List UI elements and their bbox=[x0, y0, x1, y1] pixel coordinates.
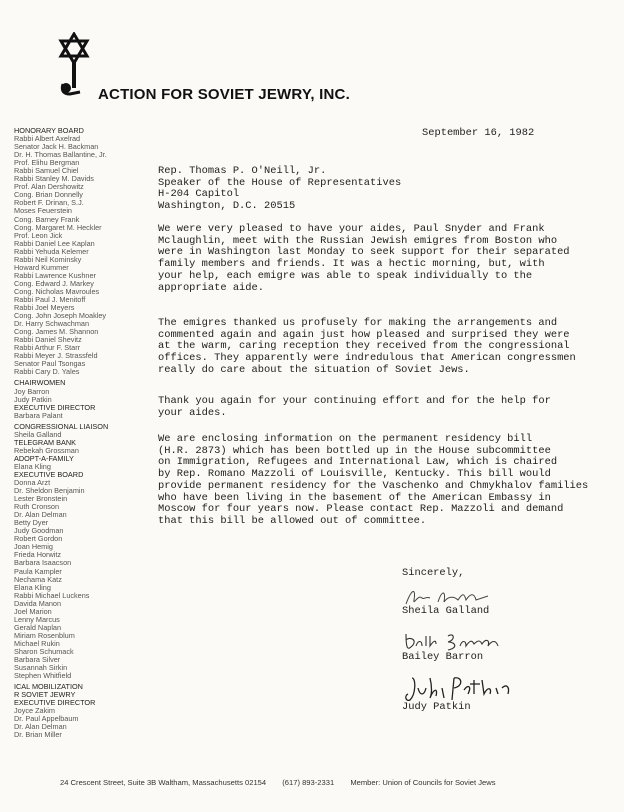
sidebar-name: Elana Kling bbox=[14, 461, 51, 471]
paragraph-line: really do care about the situation of Soviet Jews. bbox=[158, 363, 470, 376]
paragraph-line: Mclaughlin, meet with the Russian Jewish emigres from Boston who bbox=[158, 234, 558, 247]
sidebar-name: Rabbi Samuel Chiel bbox=[14, 166, 79, 176]
paragraph-1 bbox=[158, 224, 620, 294]
sidebar-name: Gerald Naplan bbox=[14, 622, 62, 632]
paragraph-line: Thank you again for your continuing effort and for the help for bbox=[158, 395, 551, 407]
sidebar-name: Cong. Nicholas Mavroules bbox=[14, 286, 100, 296]
footer-address: 24 Crescent Street, Suite 3B Waltham, Massachusetts 02154 bbox=[60, 778, 267, 787]
sidebar-name: Donna Arzt bbox=[14, 478, 51, 488]
address-line: Rep. Thomas P. O'Neill, Jr. bbox=[158, 165, 327, 177]
paragraph-line: your aides. bbox=[158, 406, 227, 419]
sidebar-name: Stephen Whitfield bbox=[14, 671, 72, 681]
organization-name: ACTION FOR SOVIET JEWRY, INC. bbox=[98, 86, 350, 103]
sidebar-name: Ruth Cronson bbox=[14, 502, 60, 512]
address-line: Speaker of the House of Representatives bbox=[158, 176, 402, 189]
sidebar-name: Davida Manon bbox=[14, 598, 62, 608]
paragraph-line: who have been living in the basement of the American Embassy in bbox=[158, 491, 551, 504]
sidebar-name: Cong. Barney Frank bbox=[14, 214, 80, 224]
sidebar-name: Rabbi Daniel Lee Kaplan bbox=[14, 238, 95, 248]
sidebar-name: Moses Feuerstein bbox=[14, 206, 72, 216]
sidebar-name: Susannah Sirkin bbox=[14, 663, 68, 673]
sidebar-name: Lenny Marcus bbox=[14, 614, 60, 624]
sidebar-heading: EXECUTIVE BOARD bbox=[14, 469, 84, 479]
paragraph-line: (H.R. 2873) which has been bottled up in the House subcommittee bbox=[158, 444, 551, 457]
sidebar-name: Robert F. Drinan, S.J. bbox=[14, 198, 84, 208]
sidebar-name: Cong. John Joseph Moakley bbox=[14, 311, 107, 321]
paragraph-line: The emigres thanked us profusely for making the arrangements and bbox=[158, 317, 558, 329]
sidebar-name: Betty Dyer bbox=[14, 518, 49, 528]
paragraph-line: family members and friends. It was a hectic morning, but, with bbox=[158, 258, 545, 271]
sidebar-name: Lester Bronstein bbox=[14, 494, 68, 504]
sidebar-name: Frieda Horwitz bbox=[14, 550, 62, 560]
paragraph-line: provide permanent residency for the Vaschenko and Chmykhalov families bbox=[158, 479, 589, 492]
letterhead-footer bbox=[60, 778, 620, 787]
paragraph-line: Moscow for four years now. Please contact Rep. Mazzoli and demand bbox=[158, 503, 564, 516]
paragraph-line: on Immigration, Refugees and International Law, which is chaired bbox=[158, 456, 558, 469]
sidebar-heading: EXECUTIVE DIRECTOR bbox=[14, 698, 96, 708]
sidebar-heading: ICAL MOBILIZATION bbox=[14, 682, 83, 692]
sidebar-heading: CHAIRWOMEN bbox=[14, 378, 66, 388]
sidebar-name: Nechama Katz bbox=[14, 574, 62, 584]
sidebar-name: Rabbi Yehuda Kelemer bbox=[14, 246, 89, 256]
signatory-name: Sheila Galland bbox=[402, 605, 490, 617]
sidebar-heading: CONGRESSIONAL LIAISON bbox=[14, 421, 109, 431]
recipient-address bbox=[158, 166, 401, 213]
sidebar-name: Dr. H. Thomas Ballantine, Jr. bbox=[14, 150, 107, 160]
sidebar-name: Dr. Alan Delman bbox=[14, 722, 67, 732]
paragraph-3 bbox=[158, 396, 620, 419]
sidebar-name: Robert Gordon bbox=[14, 534, 63, 544]
sidebar-name: Rabbi Cary D. Yales bbox=[14, 367, 80, 377]
sidebar-name: Elana Kling bbox=[14, 582, 51, 592]
sidebar-name: Cong. Brian Donnelly bbox=[14, 190, 83, 200]
star-of-david-logo-icon bbox=[54, 32, 94, 98]
sidebar-name: Rabbi Joel Meyers bbox=[14, 303, 75, 313]
sidebar-name: Joel Marion bbox=[14, 606, 52, 616]
paragraph-line: by Rep. Romano Mazzoli of Louisville, Kentucky. This bill would bbox=[158, 468, 551, 481]
sidebar-name: Howard Kummer bbox=[14, 262, 69, 272]
sidebar-heading: HONORARY BOARD bbox=[14, 127, 84, 135]
sidebar-heading: R SOVIET JEWRY bbox=[14, 690, 76, 700]
handwritten-signature-patkin bbox=[402, 674, 522, 704]
paragraph-line: commented again and again just how pleased and surprised they were bbox=[158, 328, 570, 341]
sidebar-heading: TELEGRAM BANK bbox=[14, 437, 77, 447]
sidebar-name: Rabbi Albert Axelrad bbox=[14, 134, 81, 144]
sidebar-name: Cong. Margaret M. Heckler bbox=[14, 222, 102, 232]
sidebar-name: Dr. Brian Miller bbox=[14, 730, 62, 740]
sidebar-name: Rabbi Stanley M. Davids bbox=[14, 174, 94, 184]
signatory-name: Bailey Barron bbox=[402, 651, 484, 663]
sidebar-name: Sharon Schumack bbox=[14, 647, 74, 656]
paragraph-line: We are enclosing information on the permanent residency bill bbox=[158, 433, 533, 445]
paragraph-line: offices. They apparently were indredulous that American congressmen bbox=[158, 352, 576, 365]
address-line: H-204 Capitol bbox=[158, 188, 240, 201]
sidebar-name: Senator Paul Tsongas bbox=[14, 359, 86, 369]
sidebar-name: Barbara Palant bbox=[14, 410, 63, 420]
sidebar-name: Rabbi Michael Luckens bbox=[14, 590, 90, 600]
sidebar-name: Paula Kampler bbox=[14, 566, 62, 576]
sidebar-heading: EXECUTIVE DIRECTOR bbox=[14, 402, 96, 412]
signatory-name: Judy Patkin bbox=[402, 701, 471, 713]
board-members-sidebar bbox=[14, 127, 148, 740]
sidebar-name: Dr. Alan Delman bbox=[14, 510, 67, 520]
sidebar-name: Dr. Sheldon Benjamin bbox=[14, 486, 85, 496]
footer-membership: Member: Union of Councils for Soviet Jews bbox=[350, 778, 496, 787]
address-line: Washington, D.C. 20515 bbox=[158, 200, 296, 213]
paragraph-line: that this bill be allowed out of committee. bbox=[158, 514, 427, 527]
sidebar-name: Dr. Harry Schwachman bbox=[14, 319, 90, 329]
sidebar-name: Cong. James M. Shannon bbox=[14, 327, 99, 337]
closing: Sincerely, bbox=[402, 567, 465, 579]
paragraph-line: were in Washington last Monday to seek support for their separated bbox=[158, 246, 570, 259]
sidebar-name: Rabbi Arthur F. Starr bbox=[14, 343, 81, 353]
sidebar-name: Rabbi Paul J. Menitoff bbox=[14, 294, 86, 304]
sidebar-name: Barbara Silver bbox=[14, 655, 61, 665]
paragraph-2 bbox=[158, 318, 620, 377]
sidebar-name: Joyce Zakim bbox=[14, 706, 55, 716]
sidebar-name: Judy Patkin bbox=[14, 394, 52, 404]
sidebar-heading: ADOPT-A-FAMILY bbox=[14, 453, 74, 463]
sidebar-name: Prof. Elihu Bergman bbox=[14, 158, 80, 168]
paragraph-line: We were very pleased to have your aides, Paul Snyder and Frank bbox=[158, 223, 545, 235]
footer-phone: (617) 893-2331 bbox=[282, 778, 335, 787]
letter-date: September 16, 1982 bbox=[422, 127, 535, 139]
sidebar-name: Barbara Isaacson bbox=[14, 558, 72, 568]
sidebar-name: Rebekah Grossman bbox=[14, 445, 79, 455]
sidebar-name: Michael Rukin bbox=[14, 638, 60, 648]
sidebar-name: Joan Hemig bbox=[14, 542, 53, 552]
paragraph-4 bbox=[158, 434, 620, 528]
sidebar-name: Miriam Rosenblum bbox=[14, 630, 75, 640]
paragraph-line: at the warm, caring reception they received from the congressional bbox=[158, 340, 570, 353]
sidebar-name: Rabbi Meyer J. Strassfeld bbox=[14, 351, 98, 361]
sidebar-name: Dr. Paul Appelbaum bbox=[14, 714, 79, 724]
sidebar-name: Joy Barron bbox=[14, 386, 50, 396]
sidebar-name: Prof. Alan Dershowitz bbox=[14, 182, 84, 192]
sidebar-name: Prof. Leon Jick bbox=[14, 230, 63, 240]
sidebar-name: Rabbi Daniel Shevitz bbox=[14, 335, 82, 345]
paragraph-line: appropriate aide. bbox=[158, 281, 265, 294]
paragraph-line: your help, each emigre was able to speak individually to the bbox=[158, 269, 533, 282]
sidebar-name: Rabbi Lawrence Kushner bbox=[14, 270, 96, 280]
sidebar-name: Senator Jack H. Backman bbox=[14, 142, 99, 152]
sidebar-name: Cong. Edward J. Markey bbox=[14, 278, 94, 288]
sidebar-name: Sheila Galland bbox=[14, 429, 62, 439]
sidebar-name: Judy Goodman bbox=[14, 526, 64, 536]
sidebar-name: Rabbi Neil Kominsky bbox=[14, 254, 82, 264]
